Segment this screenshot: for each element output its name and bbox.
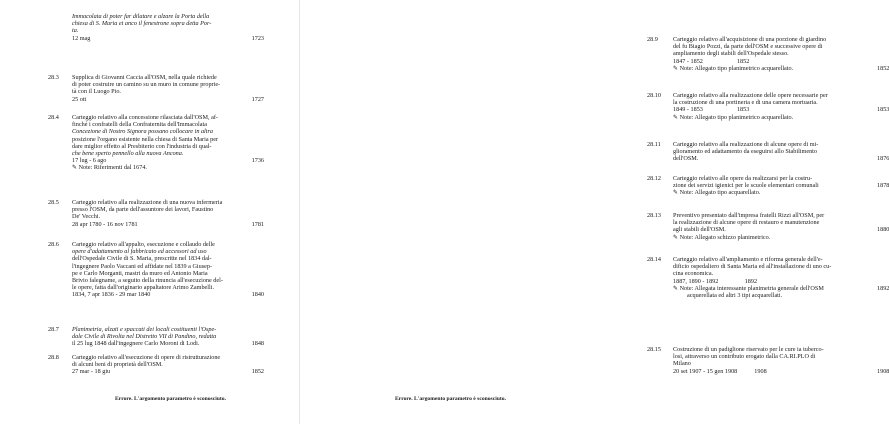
entry-year: 1853: [877, 106, 889, 113]
entry-line: zione dei servizi igienici per le scuole elementari comunali: [673, 182, 819, 190]
entry-number: 28.3: [48, 74, 59, 81]
entry-date-row: [72, 340, 264, 347]
pencil-icon: ✎: [673, 113, 679, 121]
entry-note-text: Note: Allegata interessante planimetria generale dell'OSM: [679, 284, 824, 292]
entry-number: 28.14: [647, 256, 661, 263]
entry-line: la costruzione di una portineria e di una camera mortuaria.: [673, 99, 818, 107]
entry-line: dificio ospedaliero di Santa Maria ed all'installazione di uno cu-: [673, 263, 832, 271]
entry-date: 12 mag: [72, 34, 91, 42]
entry-body: [673, 92, 841, 121]
entry-line: dare miglior effetto al Presbiterio con l'industria di qual-: [72, 142, 212, 150]
entry-line: ampliamento degli stabili dell'Ospedale stesso.: [673, 50, 789, 58]
entry-body: [673, 36, 841, 72]
pencil-icon: ✎: [673, 64, 679, 72]
entry-line: finché i confratelli della Confraternita dell'Immacolata: [72, 121, 207, 129]
entry-body: [673, 175, 841, 197]
entry-line: le opere, fatta dall'originario appaltatore Arimo Zambelli.: [72, 284, 214, 292]
entry-line: chiesa di S. Maria et anco il fenestrone sopra detta Por-: [72, 20, 212, 28]
entry-line: dale Civile di Rivolta nel Distretto VII di Pandino, redatta: [72, 333, 217, 341]
entry-line: dell'OSM.: [673, 155, 699, 163]
entry-date-line: [673, 58, 841, 65]
entry-number: 28.7: [48, 326, 59, 333]
entry-line: presso l'OSM, da parte dell'assuntore dei lavori, Faustino: [72, 206, 214, 214]
entry-year: 1840: [251, 291, 264, 299]
entry-date-row: [72, 368, 264, 375]
entry-line: Carteggio relativo all'acquisizione di una porzione di giardino: [673, 36, 827, 43]
entry-year: 1736: [251, 157, 264, 165]
entry-line: Carteggio relativo alla realizzazione di una nuova infermeria: [72, 199, 223, 206]
entry-date: 27 mar - 18 giu: [72, 368, 111, 376]
pencil-icon: ✎: [673, 284, 679, 292]
entry-number: 28.12: [647, 175, 661, 182]
entry-year-inline: 1892: [744, 277, 758, 285]
entry-number: 28.9: [647, 36, 658, 43]
entry-body: [673, 256, 841, 299]
entry-year: 1892: [877, 285, 889, 292]
entry-line: Carteggio relativo all'appalto, esecuzione e collaudo delle: [72, 241, 215, 248]
entry-line: Costruzione di un padiglione riservato per le cure ia tuberco-: [673, 346, 824, 353]
entry-note-text: Note: Allegato schizzo planimetrico.: [679, 233, 771, 241]
entry-line: Carteggio relativo alla concessione rilasciata dall'OSM, af-: [72, 114, 218, 121]
entry-year: 1876: [877, 155, 889, 162]
entry-date-row: [72, 221, 264, 228]
entry-date-line: [673, 106, 841, 113]
entry-line: tà con il Luogo Pio.: [72, 88, 121, 96]
entry-line: losi, attraverso un contributo erogato dalla CA.RI.PLO di: [673, 353, 816, 361]
entry-line: posizione l'organo esistente nella chiesa di Santa Maria per: [72, 135, 219, 143]
entry-date-line: [673, 368, 841, 375]
entry-note: [673, 114, 841, 121]
entry-date: 1849 - 1853: [673, 106, 703, 114]
entry-body: [72, 74, 264, 103]
entry-line: Brivio falegname, a seguito della rinuncia all'esecuzione del-: [72, 277, 223, 285]
entry-date: 1887, 1890 - 1892: [673, 277, 719, 285]
entry-note-text: Note: Allegato tipo acquarellato.: [679, 189, 761, 197]
entry-year: 1878: [877, 182, 889, 189]
entry-line: di poter costruire un camino su un muro in comune proprie-: [72, 81, 221, 89]
entry-body: [673, 212, 841, 241]
entry-year: 1880: [877, 226, 889, 233]
entry-year: 1727: [251, 95, 264, 103]
entry-line: ta.: [72, 27, 79, 35]
entry-note: [673, 65, 841, 72]
entry-number: 28.10: [647, 92, 661, 99]
entry-number: 28.11: [647, 141, 661, 148]
entry-line: glioramento ed adattamento da eseguirsi allo Stabilimento: [673, 148, 817, 156]
entry-body: [72, 13, 264, 42]
entry-date: 17 lug - 6 ago: [72, 157, 107, 165]
entry-note: [673, 234, 841, 241]
right-page: [300, 0, 889, 424]
entry-note: [673, 285, 841, 292]
entry-year-inline: 1908: [754, 367, 767, 375]
entry-line: opere d'adattamento al fabbricato ed accessori ad uso: [72, 248, 207, 256]
entry-body: [673, 141, 841, 163]
entry-date-row: [72, 291, 264, 298]
entry-note-text: Note: Allegato tipo planimetrico acquarellato.: [679, 64, 794, 72]
entry-line: agli stabili dell'OSM.: [673, 226, 726, 234]
entry-line: cina economica.: [673, 270, 714, 278]
entry-body: [72, 354, 264, 376]
entry-body: [673, 346, 841, 375]
entry-number: 28.13: [647, 212, 661, 219]
entry-year: 1852: [251, 368, 264, 376]
entry-number: 28.8: [48, 354, 59, 361]
entry-line: Carteggio relativo all'esecuzione di opere di ristrutturazione: [72, 354, 221, 361]
entry-number: 28.15: [647, 346, 661, 353]
entry-line: del fu Biagio Pozzi, da parte dell'OSM e successive opere di: [673, 43, 823, 51]
entry-date-row: [72, 157, 264, 164]
entry-line: Carteggio relativo alla realizzazione delle opere necessarie per: [673, 92, 828, 99]
entry-line: che bene sperto pennello alla nuova Ancona.: [72, 150, 184, 158]
entry-line: il 25 lug 1848 dall'ingegnere Carlo Moroni di Lodi.: [72, 340, 200, 348]
entry-number: 28.6: [48, 241, 59, 248]
entry-note-text: Note: Riferimenti dal 1674.: [78, 164, 147, 172]
entry-note: [72, 164, 264, 171]
entry-line: Carteggio relativo all'ampliamento e riforma generale dell'e-: [673, 256, 823, 263]
entry-year: 1848: [251, 340, 264, 348]
entry-year: 1781: [251, 220, 264, 228]
entry-body: [72, 114, 264, 172]
entry-line: Planimetria, alzati e spaccati dei locali costituenti l'Ospe-: [72, 326, 217, 333]
entry-line: Carteggio relativo alle opere da realizzarsi per la costru-: [673, 175, 813, 182]
entry-date: 1847 - 1852: [673, 57, 703, 65]
entry-line: Preventivo presentato dall'impresa fratelli Rizzi all'OSM, per: [673, 212, 825, 219]
entry-line: Supplica di Giovanni Caccia all'OSM, nella quale richiede: [72, 74, 217, 81]
entry-line: Milano: [673, 360, 691, 368]
left-page: [0, 0, 300, 424]
entry-note: [673, 189, 841, 196]
entry-line: la realizzazione di alcune opere di restauro e manutenzione: [673, 219, 820, 227]
entry-year: 1723: [251, 34, 264, 42]
pencil-icon: ✎: [72, 164, 78, 172]
pencil-icon: ✎: [673, 189, 679, 197]
entry-date: 1834, 7 apr 1836 - 29 mar 1840: [72, 291, 151, 299]
pencil-icon: ✎: [673, 233, 679, 241]
entry-number: 28.4: [48, 114, 59, 121]
entry-date: 25 ott: [72, 95, 87, 103]
entry-year-inline: 1852: [736, 57, 750, 65]
entry-line: Concezione di Nostro Signora possano collocare in altra: [72, 128, 213, 136]
entry-line: di alcuni beni di proprietà dell'OSM.: [72, 361, 163, 369]
entry-date: 28 apr 1780 - 16 nov 1781: [72, 220, 138, 228]
entry-year: 1852: [877, 65, 889, 72]
page-footer: Errore. L'argomento parametro è sconosciuto.: [395, 396, 506, 402]
entry-year-inline: 1853: [736, 106, 750, 114]
entry-date-line: [673, 278, 841, 285]
entry-date-row: [72, 35, 264, 42]
entry-body: [72, 326, 264, 348]
entry-line: De' Vecchi.: [72, 213, 101, 221]
entry-line: Immacolata di poter far dilatare e alzare la Porta della: [72, 13, 210, 20]
entry-line: pe e Carlo Morganti, mastri da muro ed Antonio Maria: [72, 269, 208, 277]
entry-note-continuation: acquerellata ed altri 3 tipi acquarellati.: [687, 292, 783, 300]
entry-line: l'ingegnere Paolo Vaccani ed affidate nel 1839 a Giusep-: [72, 262, 213, 270]
entry-line: dell'Ospedale Civile di S. Maria, prescritte nel 1834 dal-: [72, 255, 212, 263]
entry-body: [72, 199, 264, 228]
entry-line: Carteggio relativo alla realizzazione di alcune opere di mi-: [673, 141, 819, 148]
page-footer: Errore. L'argomento parametro è sconosciuto.: [115, 396, 226, 402]
entry-year: 1908: [877, 368, 889, 375]
entry-date: 20 set 1907 - 15 gen 1908: [673, 367, 738, 375]
entry-body: [72, 241, 264, 299]
entry-date-row: [72, 96, 264, 103]
entry-number: 28.5: [48, 199, 59, 206]
entry-note-text: Note: Allegato tipo planimetrico acquarellato.: [679, 113, 794, 121]
